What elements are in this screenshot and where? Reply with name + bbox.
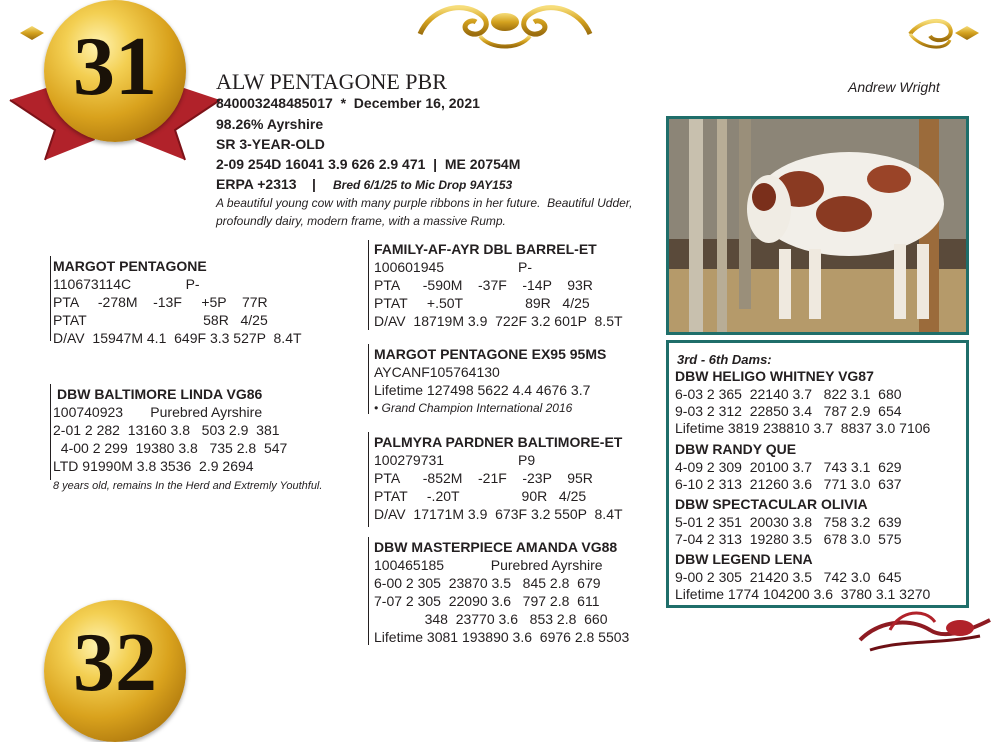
mgs-dam-reg: 100465185 Purebred Ayrshire — [374, 557, 603, 573]
pedigree-rule-mgs-dam — [368, 537, 369, 645]
sire-dam-name: MARGOT PENTAGONE EX95 95MS — [374, 346, 607, 362]
mgs-pta: PTA -852M -21F -23P 95R — [374, 470, 593, 486]
animal-name: ALW PENTAGONE PBR — [216, 69, 447, 94]
mgs-dam-name: DBW MASTERPIECE AMANDA VG88 — [374, 539, 618, 555]
dam5-record-2: 7-04 2 313 19280 3.5 678 3.0 575 — [675, 531, 902, 547]
dam6-record-1: 9-00 2 305 21420 3.5 742 3.0 645 — [675, 569, 902, 585]
breed-percentage: 98.26% Ayrshire — [216, 116, 324, 132]
red-flourish-ornament-icon — [850, 600, 996, 656]
dam4-record-1: 4-09 2 309 20100 3.7 743 3.1 629 — [675, 459, 902, 475]
dam4-name: DBW RANDY QUE — [675, 441, 797, 457]
mgs-name: PALMYRA PARDNER BALTIMORE-ET — [374, 434, 623, 450]
consignor-name: Andrew Wright — [848, 79, 940, 95]
cow-photo — [666, 116, 969, 335]
sire-pta: PTA -590M -37F -14P 93R — [374, 277, 593, 293]
dam-dav: D/AV 15947M 4.1 649F 3.3 527P 8.4T — [53, 330, 302, 346]
description-line-1: A beautiful young cow with many purple ribbons in her future. Beautiful Udder, — [216, 196, 633, 210]
granddam-reg: 100740923 Purebred Ayrshire — [53, 404, 263, 420]
granddam-note: 8 years old, remains In the Herd and Extremly Youthful. — [53, 480, 323, 492]
sire-name: FAMILY-AF-AYR DBL BARREL-ET — [374, 241, 597, 257]
age-class: SR 3-YEAR-OLD — [216, 136, 325, 152]
granddam-ltd: LTD 91990M 3.8 3536 2.9 2694 — [53, 458, 254, 474]
registration-birthdate: 840003248485017 * December 16, 2021 — [216, 95, 480, 111]
production-record: 2-09 254D 16041 3.9 626 2.9 471 | ME 20754M — [216, 156, 521, 172]
dam6-name: DBW LEGEND LENA — [675, 551, 813, 567]
mgs-dam-record-3: 348 23770 3.6 853 2.8 660 — [374, 611, 608, 627]
description-line-2: profoundly dairy, modern frame, with a massive Rump. — [216, 214, 506, 228]
mgs-reg: 100279731 P9 — [374, 452, 536, 468]
granddam-record-2: 4-00 2 299 19380 3.8 735 2.8 547 — [53, 440, 288, 456]
breeding-info: Bred 6/1/25 to Mic Drop 9AY153 — [333, 178, 513, 192]
dam-pta: PTA -278M -13F +5P 77R — [53, 294, 268, 310]
mgs-dav: D/AV 17171M 3.9 673F 3.2 550P 8.4T — [374, 506, 623, 522]
dams-box-heading: 3rd - 6th Dams: — [677, 352, 772, 367]
dam4-record-2: 6-10 2 313 21260 3.6 771 3.0 637 — [675, 476, 902, 492]
sire-dam-lifetime: Lifetime 127498 5622 4.4 4676 3.7 — [374, 382, 591, 398]
dam5-name: DBW SPECTACULAR OLIVIA — [675, 496, 868, 512]
pedigree-rule-mgs — [368, 432, 369, 527]
sire-reg: 100601945 P- — [374, 259, 532, 275]
pedigree-rule-dam — [50, 256, 51, 341]
dam6-lifetime: Lifetime 1774 104200 3.6 3780 3.1 3270 — [675, 586, 931, 602]
erpa: ERPA +2313 — [216, 176, 297, 192]
dam3-name: DBW HELIGO WHITNEY VG87 — [675, 368, 874, 384]
dam-name: MARGOT PENTAGONE — [53, 258, 207, 274]
dam3-lifetime: Lifetime 3819 238810 3.7 8837 3.0 7106 — [675, 420, 931, 436]
mgs-ptat: PTAT -.20T 90R 4/25 — [374, 488, 587, 504]
sire-dam-reg: AYCANF105764130 — [374, 364, 500, 380]
pedigree-rule-sire — [368, 240, 369, 330]
granddam-name: DBW BALTIMORE LINDA VG86 — [57, 386, 263, 402]
gold-medal-icon — [44, 0, 186, 142]
lot-number: 31 — [73, 20, 157, 113]
mgs-dam-record-2: 7-07 2 305 22090 3.6 797 2.8 611 — [374, 593, 600, 609]
dam3-record-1: 6-03 2 365 22140 3.7 822 3.1 680 — [675, 386, 902, 402]
granddam-record-1: 2-01 2 282 13160 3.8 503 2.9 381 — [53, 422, 280, 438]
erpa-separator: | — [312, 176, 316, 192]
mgs-dam-record-1: 6-00 2 305 23870 3.5 845 2.8 679 — [374, 575, 601, 591]
sire-dam-note: • Grand Champion International 2016 — [374, 401, 573, 415]
sire-dav: D/AV 18719M 3.9 722F 3.2 601P 8.5T — [374, 313, 623, 329]
sire-ptat: PTAT +.50T 89R 4/25 — [374, 295, 590, 311]
dam-reg: 110673114C P- — [53, 276, 200, 292]
dam-ptat: PTAT 58R 4/25 — [53, 312, 268, 328]
pedigree-rule-sire-dam — [368, 344, 369, 414]
dam3-record-2: 9-03 2 312 22850 3.4 787 2.9 654 — [675, 403, 902, 419]
gold-medal-icon — [44, 600, 186, 742]
next-lot-number: 32 — [73, 616, 157, 709]
dam5-record-1: 5-01 2 351 20030 3.8 758 3.2 639 — [675, 514, 902, 530]
pedigree-rule-granddam — [50, 384, 51, 480]
extended-dams-box — [666, 340, 969, 608]
mgs-dam-lifetime: Lifetime 3081 193890 3.6 6976 2.8 5503 — [374, 629, 630, 645]
